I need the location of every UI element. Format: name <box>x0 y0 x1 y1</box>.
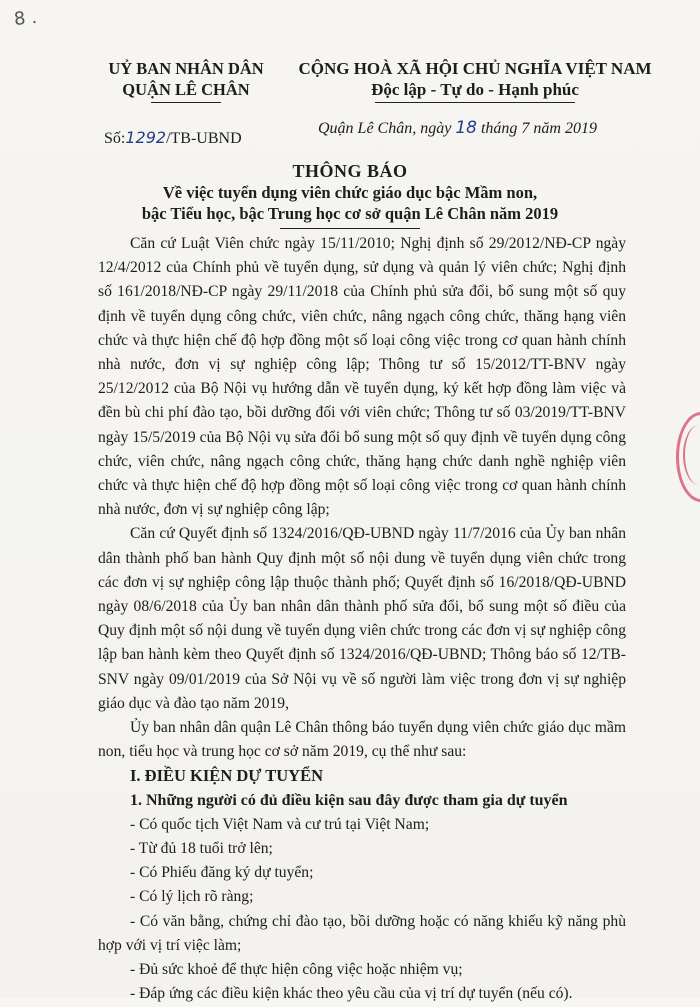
national-motto <box>295 58 655 103</box>
country-name: CỘNG HOÀ XÃ HỘI CHỦ NGHĨA VIỆT NAM <box>298 59 652 78</box>
authority-underline <box>151 102 221 103</box>
document-title <box>0 160 700 229</box>
number-suffix: /TB-UBND <box>166 130 242 147</box>
motto-underline <box>375 102 575 103</box>
authority-line-1: UỶ BAN NHÂN DÂN <box>108 59 264 78</box>
motto: Độc lập - Tự do - Hạnh phúc <box>371 80 579 99</box>
date-after: tháng 7 năm 2019 <box>476 120 597 137</box>
number-handwritten: 1292 <box>125 128 167 147</box>
subject-line-2: bậc Tiểu học, bậc Trung học cơ sở quận Lê Chân năm 2019 <box>141 204 559 223</box>
paragraph-announcement: Ủy ban nhân dân quận Lê Chân thông báo tuyển dụng viên chức giáo dục mầm non, tiểu học và trung học cơ sở năm 2019, cụ thể như sau: <box>98 719 626 761</box>
red-stamp-edge <box>676 412 700 502</box>
paragraph-legal-basis-1: Căn cứ Luật Viên chức ngày 15/11/2010; Nghị định số 29/2012/NĐ-CP ngày 12/4/2012 của Chính phủ về tuyển dụng, sử dụng và quản lý viên chức; Nghị định số 161/2018/NĐ-CP ngày 29/11/2018 của Chính phủ sửa đổi, bổ sung một số quy định về tuyển dụng công chức, viên chức, nâng ngạch công chức, thăng hạng viên chức và thực hiện chế độ hợp đồng một số loại công việc trong cơ quan hành chính nhà nước, đơn vị sự nghiệp công lập; Thông tư số 15/2012/TT-BNV ngày 25/12/2012 của Bộ Nội vụ hướng dẫn về tuyển dụng, ký kết hợp đồng làm việc và đền bù chi phí đào tạo, bồi dưỡng đối với viên chức; Thông tư số 03/2019/TT-BNV ngày 15/5/2019 của Bộ Nội vụ sửa đổi bổ sung một số quy định về tuyển dụng công chức, viên chức, nâng ngạch công chức, thăng hạng chức danh nghề nghiệp viên chức và thực hiện chế độ hợp đồng một số loại công việc trong cơ quan hành chính nhà nước, đơn vị sự nghiệp công lập; <box>98 235 626 519</box>
document-body <box>98 232 626 1007</box>
condition-item: - Có lý lịch rõ ràng; <box>130 888 254 906</box>
condition-item: - Có quốc tịch Việt Nam và cư trú tại Việt Nam; <box>130 815 430 833</box>
handwritten-corner-note: 8 . <box>12 6 38 31</box>
issuing-authority <box>96 58 276 103</box>
condition-item: - Có văn bằng, chứng chỉ đào tạo, bồi dưỡng hoặc có năng khiếu kỹ năng phù hợp với vị trí việc làm; <box>98 912 626 954</box>
date-before: Quận Lê Chân, ngày <box>318 120 456 137</box>
title-underline <box>280 228 420 229</box>
condition-item: - Từ đủ 18 tuổi trở lên; <box>130 840 273 858</box>
date-day-handwritten: 18 <box>455 118 477 138</box>
document-number <box>104 128 242 148</box>
place-and-date <box>318 118 597 138</box>
condition-item: - Đáp ứng các điều kiện khác theo yêu cầu của vị trí dự tuyển (nếu có). <box>130 985 573 1003</box>
doc-type: THÔNG BÁO <box>292 161 408 181</box>
subsection-heading: 1. Những người có đủ điều kiện sau đây được tham gia dự tuyển <box>130 791 568 809</box>
condition-item: - Đủ sức khoẻ để thực hiện công việc hoặc nhiệm vụ; <box>130 961 463 979</box>
paragraph-legal-basis-2: Căn cứ Quyết định số 1324/2016/QĐ-UBND ngày 11/7/2016 của Ủy ban nhân dân thành phố ban hành Quy định một số nội dung về tuyển dụng viên chức trong các đơn vị sự nghiệp công lập thuộc thành phố; Quyết định số 16/2018/QĐ-UBND ngày 08/6/2018 của Ủy ban nhân dân thành phố sửa đổi, bổ sung một số điều của Quy định một số nội dung về tuyển dụng viên chức trong các đơn vị sự nghiệp công lập ban hành kèm theo Quyết định số 1324/2016/QĐ-UBND; Thông báo số 12/TB-SNV ngày 09/01/2019 của Sở Nội vụ về số người làm việc trong đơn vị sự nghiệp giáo dục và đào tạo năm 2019, <box>98 525 626 712</box>
section-heading: I. ĐIỀU KIỆN DỰ TUYỂN <box>130 766 323 786</box>
authority-line-2: QUẬN LÊ CHÂN <box>122 80 250 99</box>
subject-line-1: Về việc tuyển dụng viên chức giáo dục bậc Mầm non, <box>162 183 538 202</box>
condition-item: - Có Phiếu đăng ký dự tuyển; <box>130 864 314 882</box>
number-prefix: Số: <box>104 130 126 147</box>
